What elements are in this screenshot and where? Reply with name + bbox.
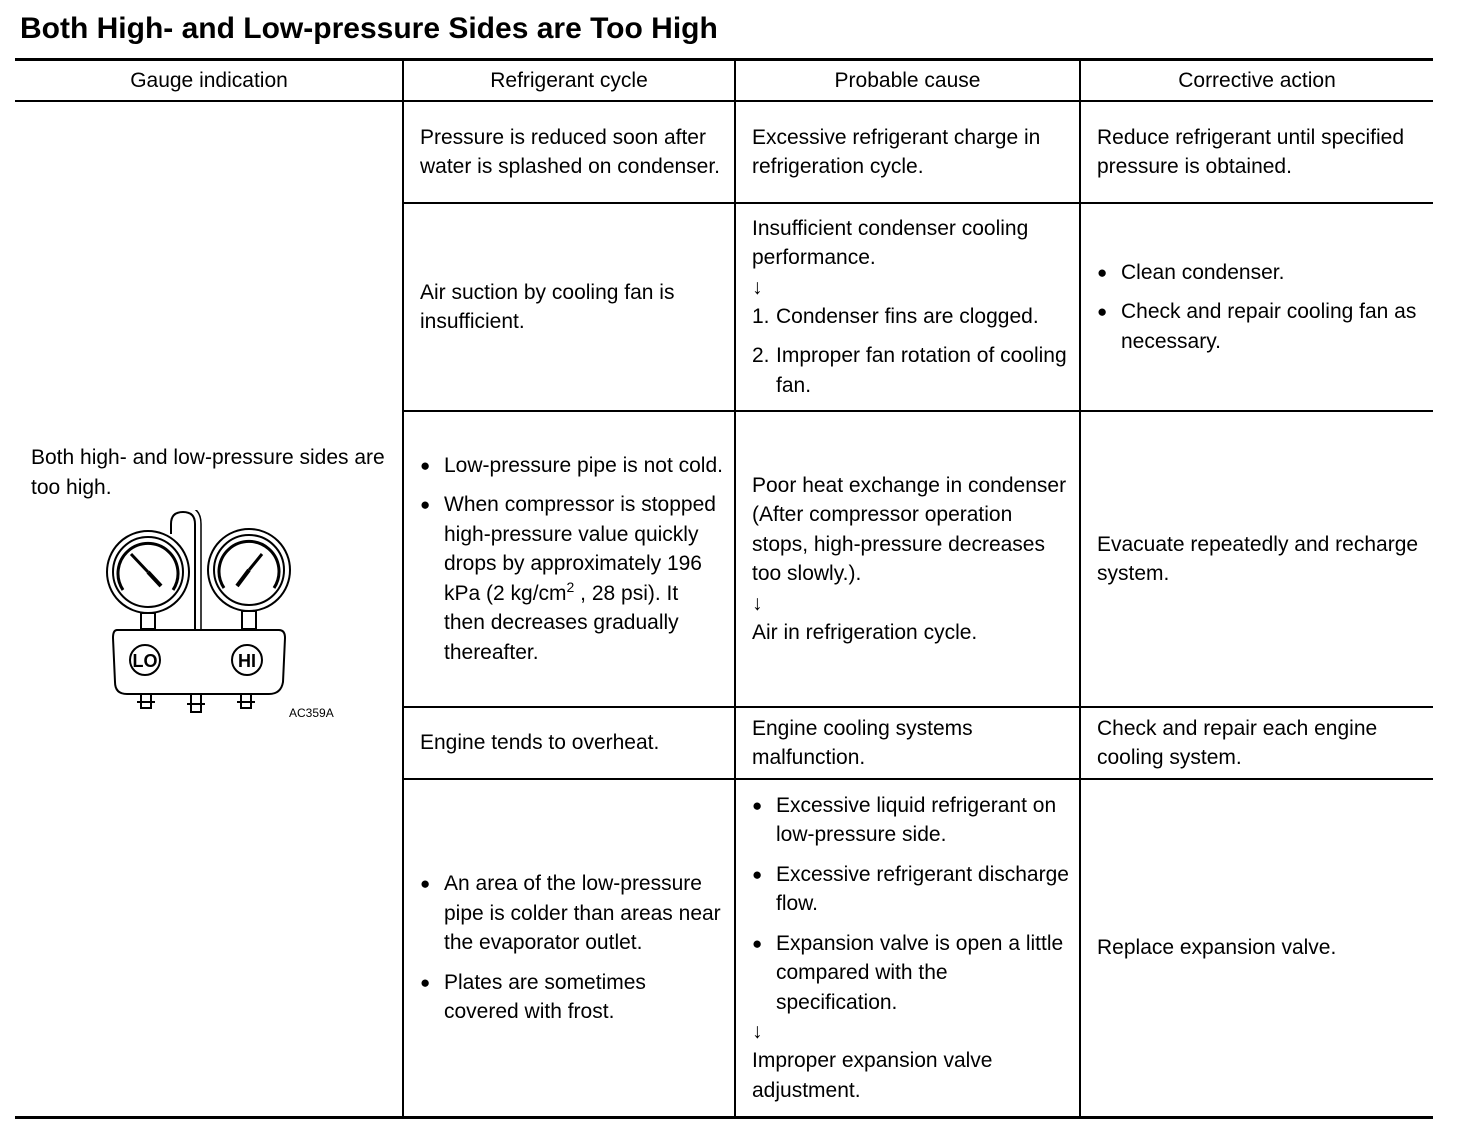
- bullet-icon: ●: [420, 972, 431, 992]
- hi-label: HI: [238, 651, 256, 671]
- bullet-icon: ●: [1097, 302, 1108, 322]
- header-probable-cause: Probable cause: [834, 68, 981, 92]
- bullet-text: Clean condenser.: [1121, 260, 1285, 284]
- row3-cycle: [404, 412, 734, 706]
- header-gauge-indication: Gauge indication: [130, 68, 288, 92]
- down-arrow-icon: ↓: [752, 1020, 763, 1044]
- item-text: Condenser fins are clogged.: [776, 304, 1039, 328]
- numbered-item: [752, 302, 1069, 332]
- bullet-item: [420, 451, 724, 481]
- bullet-item: [420, 869, 724, 958]
- row3-cause: [736, 412, 1079, 706]
- figure-id: AC359A: [289, 706, 334, 720]
- cause-result: Air in refrigeration cycle.: [752, 620, 978, 644]
- item-number: 1.: [752, 304, 770, 328]
- row5-action: Replace expansion valve.: [1097, 936, 1337, 960]
- row3-action: Evacuate repeatedly and recharge system.: [1097, 532, 1419, 585]
- item-number: 2.: [752, 344, 770, 368]
- bullet-item: [1097, 297, 1423, 356]
- manifold-gauge-illustration: [95, 510, 365, 720]
- row1-cycle: Pressure is reduced soon after water is splashed on condenser.: [420, 125, 721, 178]
- bullet-item: [752, 929, 1069, 1018]
- row5-cause: [736, 780, 1079, 1116]
- page-title: Both High- and Low-pressure Sides are Too High: [20, 12, 718, 45]
- bullet-text: Plates are sometimes covered with frost.: [444, 970, 646, 1024]
- manifold-gauge-icon: [95, 510, 365, 720]
- bullet-icon: ●: [1097, 262, 1108, 282]
- table-bottom-rule: [15, 1116, 1433, 1119]
- row1-action: Reduce refrigerant until specified pressure is obtained.: [1097, 125, 1405, 178]
- bullet-text-part: , 28 psi). It then decreases gradually thereafter.: [444, 581, 679, 664]
- bullet-text-part: When compressor is stopped high-pressure value quickly drops by approximately 196 kPa (2 kg/cm: [444, 493, 716, 605]
- bullet-text: Excessive refrigerant discharge flow.: [776, 862, 1069, 916]
- cause-intro: Insufficient condenser cooling performance.: [752, 216, 1029, 270]
- row5-cycle: [404, 780, 734, 1116]
- bullet-text: Check and repair cooling fan as necessary.: [1121, 300, 1417, 353]
- lo-label: LO: [132, 651, 158, 671]
- bullet-item: [1097, 258, 1423, 288]
- header-refrigerant-cycle: Refrigerant cycle: [490, 68, 648, 92]
- bullet-text: Low-pressure pipe is not cold.: [444, 453, 723, 477]
- superscript: 2: [566, 578, 575, 595]
- row4-cause: Engine cooling systems malfunction.: [752, 716, 973, 769]
- row4-cycle: Engine tends to overheat.: [420, 731, 660, 755]
- item-text: Improper fan rotation of cooling fan.: [776, 344, 1067, 397]
- bullet-icon: ●: [752, 864, 763, 884]
- down-arrow-icon: ↓: [752, 275, 763, 299]
- row2-cause: [736, 204, 1079, 410]
- row2-action: [1081, 204, 1433, 410]
- row1-cause: Excessive refrigerant charge in refrigeration cycle.: [752, 125, 1041, 178]
- bullet-icon: ●: [420, 495, 431, 515]
- numbered-item: [752, 341, 1069, 400]
- row2-cycle: Air suction by cooling fan is insufficient.: [420, 280, 675, 333]
- bullet-item: [420, 968, 724, 1027]
- bullet-item: [752, 860, 1069, 919]
- cause-text: Poor heat exchange in condenser: [752, 473, 1067, 497]
- bullet-text: An area of the low-pressure pipe is colder than areas near the evaporator outlet.: [444, 872, 721, 955]
- cause-result: Improper expansion valve adjustment.: [752, 1049, 993, 1102]
- bullet-icon: ●: [420, 874, 431, 894]
- bullet-item: [420, 490, 724, 667]
- bullet-text: [444, 490, 724, 667]
- bullet-item: [752, 791, 1069, 850]
- cause-parenthetical: (After compressor operation stops, high-pressure decreases too slowly.).: [752, 503, 1045, 586]
- row4-action: Check and repair each engine cooling system.: [1097, 716, 1378, 769]
- header-corrective-action: Corrective action: [1178, 68, 1336, 92]
- down-arrow-icon: ↓: [752, 591, 763, 615]
- bullet-text: Expansion valve is open a little compared with the specification.: [776, 931, 1064, 1014]
- gauge-indication-text: Both high- and low-pressure sides are too high.: [31, 446, 385, 499]
- bullet-text: Excessive liquid refrigerant on low-pressure side.: [776, 793, 1057, 847]
- bullet-icon: ●: [752, 933, 763, 953]
- bullet-icon: ●: [752, 795, 763, 815]
- bullet-icon: ●: [420, 455, 431, 475]
